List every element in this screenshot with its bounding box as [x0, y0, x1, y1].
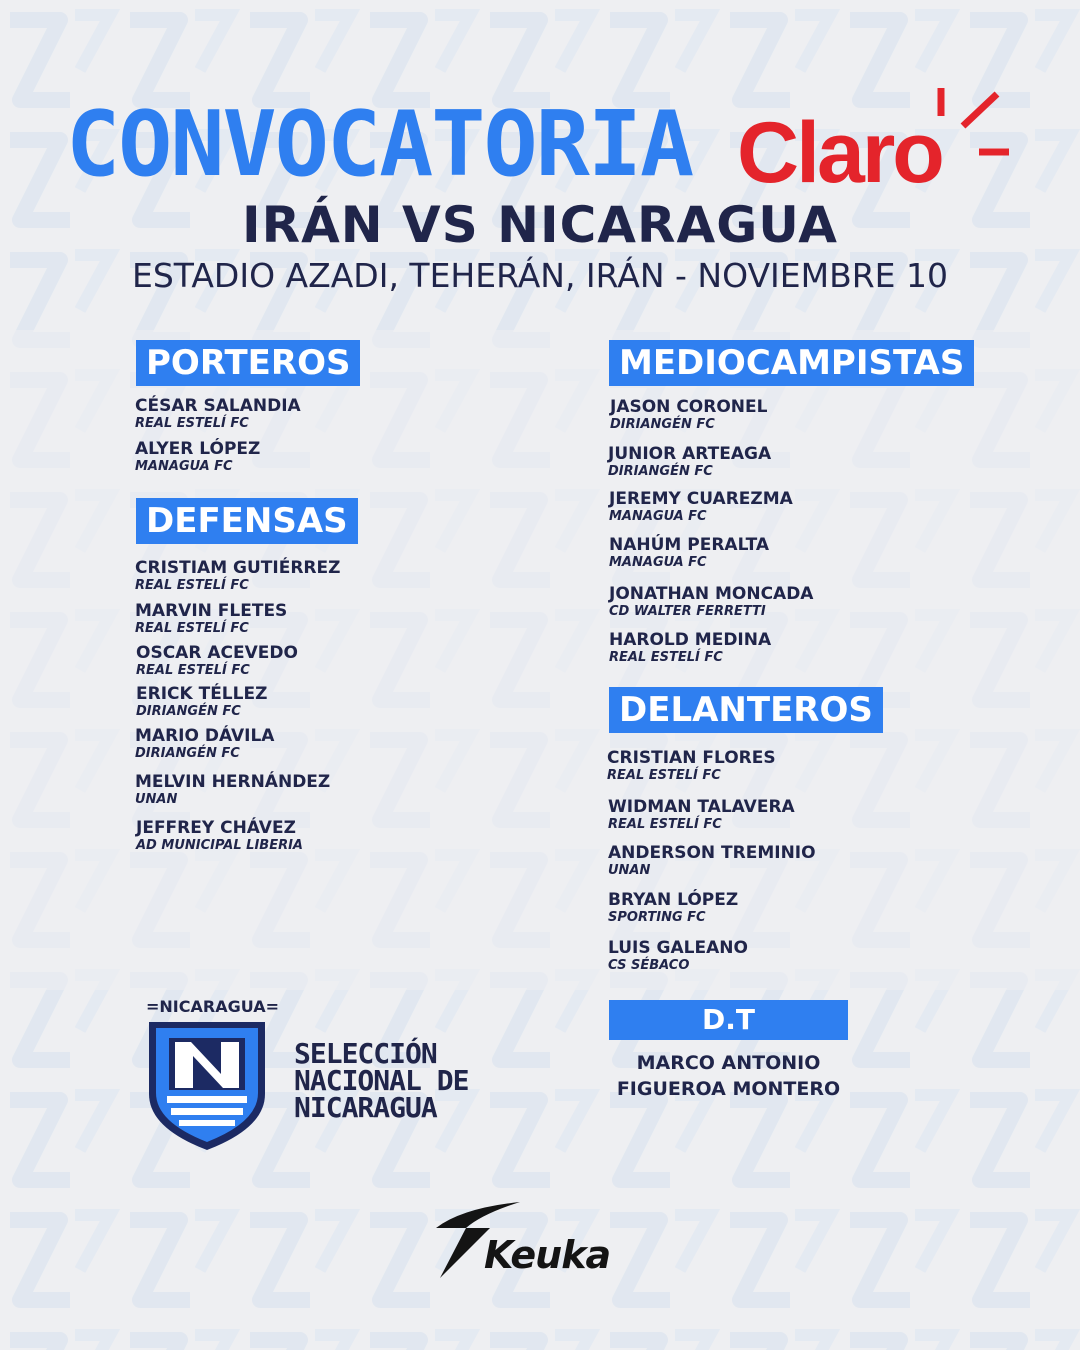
player-name: MARVIN FLETES: [135, 601, 288, 621]
player-name: HAROLD MEDINA: [609, 630, 772, 650]
match-title: IRÁN VS NICARAGUA: [241, 196, 838, 254]
player-name: JUNIOR ARTEAGA: [608, 444, 772, 464]
federation-crest-icon: [145, 1016, 269, 1154]
player-name: JEREMY CUAREZMA: [609, 489, 793, 509]
player-club: REAL ESTELÍ FC: [607, 768, 721, 783]
player-club: UNAN: [135, 792, 178, 807]
player-name: BRYAN LÓPEZ: [608, 890, 739, 910]
player-entry: [608, 939, 748, 974]
player-name: OSCAR ACEVEDO: [136, 643, 298, 663]
player-club: MANAGUA FC: [609, 509, 707, 524]
federation-name-line2: NACIONAL DE: [294, 1064, 469, 1097]
player-club: DIRIANGÉN FC: [136, 704, 241, 719]
federation-name-line1: SELECCIÓN: [294, 1037, 437, 1070]
claro-logo: [735, 84, 1015, 194]
player-club: DIRIANGÉN FC: [610, 417, 715, 432]
player-entry: [136, 644, 298, 679]
page-title: CONVOCATORIA: [66, 92, 693, 197]
player-club: UNAN: [608, 863, 651, 878]
player-entry: [608, 891, 738, 926]
player-name: JEFFREY CHÁVEZ: [136, 818, 296, 838]
player-entry: [135, 397, 301, 432]
player-club: REAL ESTELÍ FC: [135, 578, 249, 593]
player-entry: [609, 585, 813, 620]
player-name: CÉSAR SALANDIA: [135, 396, 301, 416]
player-entry: [608, 844, 816, 879]
player-club: AD MUNICIPAL LIBERIA: [136, 838, 303, 853]
section-header-defensas: DEFENSAS: [136, 498, 358, 544]
claro-logo-text: Claro: [737, 105, 942, 194]
player-club: REAL ESTELÍ FC: [135, 621, 249, 636]
coach-name-line2: FIGUEROA MONTERO: [616, 1078, 841, 1100]
section-header-porteros: PORTEROS: [136, 340, 360, 386]
player-entry: [608, 445, 771, 480]
player-club: SPORTING FC: [608, 910, 706, 925]
player-club: DIRIANGÉN FC: [135, 746, 240, 761]
player-club: MANAGUA FC: [609, 555, 707, 570]
player-entry: [607, 749, 776, 784]
player-entry: [609, 631, 771, 666]
player-club: MANAGUA FC: [135, 459, 233, 474]
player-club: REAL ESTELÍ FC: [609, 650, 723, 665]
section-header-delanteros: DELANTEROS: [609, 687, 883, 733]
player-entry: [608, 798, 795, 833]
player-name: CRISTIAN FLORES: [607, 748, 776, 768]
player-name: WIDMAN TALAVERA: [608, 797, 795, 817]
player-entry: [135, 440, 260, 475]
player-name: NAHÚM PERALTA: [609, 535, 770, 555]
player-club: REAL ESTELÍ FC: [608, 817, 722, 832]
player-club: CD WALTER FERRETTI: [609, 604, 766, 619]
player-club: CS SÉBACO: [608, 958, 690, 973]
player-entry: [136, 685, 267, 720]
player-club: REAL ESTELÍ FC: [135, 416, 249, 431]
player-name: JONATHAN MONCADA: [609, 584, 814, 604]
coach-name-line1: MARCO ANTONIO: [636, 1052, 821, 1074]
player-entry: [135, 773, 330, 808]
player-entry: [609, 490, 793, 525]
federation-name-line3: NICARAGUA: [294, 1091, 437, 1124]
player-name: LUIS GALEANO: [608, 938, 748, 958]
player-name: CRISTIAM GUTIÉRREZ: [135, 558, 341, 578]
section-header-mediocampistas: MEDIOCAMPISTAS: [609, 340, 974, 386]
match-venue: ESTADIO AZADI, TEHERÁN, IRÁN - NOVIEMBRE 10: [131, 256, 949, 295]
player-entry: [135, 727, 274, 762]
player-club: REAL ESTELÍ FC: [136, 663, 250, 678]
player-club: DIRIANGÉN FC: [608, 464, 713, 479]
player-name: ANDERSON TREMINIO: [608, 843, 816, 863]
player-entry: [135, 602, 287, 637]
keuka-logo-text: Keuka: [484, 1233, 611, 1277]
player-name: MARIO DÁVILA: [135, 726, 275, 746]
player-entry: [135, 559, 340, 594]
player-entry: [609, 536, 769, 571]
section-header-coach: D.T: [609, 1000, 848, 1040]
player-entry: [136, 819, 303, 854]
crest-label: =NICARAGUA=: [146, 997, 279, 1016]
player-name: MELVIN HERNÁNDEZ: [135, 772, 331, 792]
player-name: ERICK TÉLLEZ: [136, 684, 268, 704]
player-name: JASON CORONEL: [610, 397, 768, 417]
player-entry: [610, 398, 767, 433]
player-name: ALYER LÓPEZ: [135, 439, 261, 459]
